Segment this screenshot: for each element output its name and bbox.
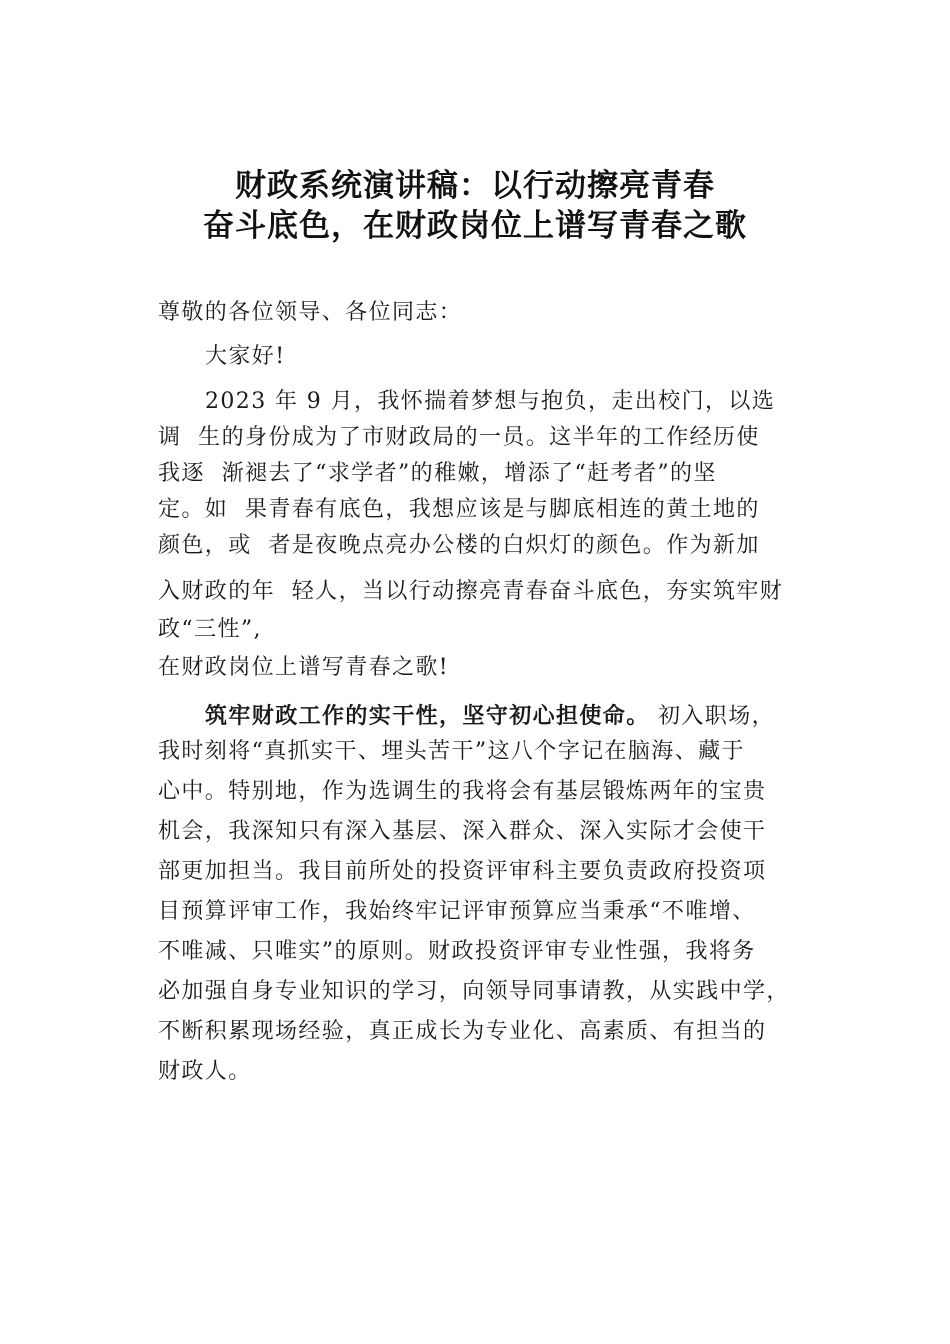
paragraph2-line: 必加强自身专业知识的学习，向领导同事请教，从实践中学， bbox=[158, 979, 790, 1004]
paragraph2-first-line bbox=[205, 698, 775, 735]
paragraph2-line: 目预算评审工作，我始终牢记评审预算应当秉承“不唯增、 bbox=[158, 899, 756, 924]
paragraph1-line: 2023 年 9 月，我怀揣着梦想与抱负，走出校门，以选 bbox=[205, 389, 776, 414]
paragraph2-line: 部更加担当。我目前所处的投资评审科主要负责政府投资项 bbox=[158, 859, 767, 884]
paragraph1-line: 入财政的年 轻人，当以行动擦亮青春奋斗底色，夯实筑牢财 bbox=[158, 579, 784, 604]
paragraph2-line: 不断积累现场经验，真正成长为专业化、高素质、有担当的 bbox=[158, 1019, 767, 1044]
paragraph1-line: 调 生的身份成为了市财政局的一员。这半年的工作经历使 bbox=[158, 425, 760, 450]
paragraph1-line: 在财政岗位上谱写青春之歌! bbox=[158, 655, 450, 680]
paragraph2-line: 机会，我深知只有深入基层、深入群众、深入实际才会使干 bbox=[158, 819, 767, 844]
paragraph1-line: 政“三性”, bbox=[158, 617, 262, 642]
paragraph2-first-line-rest: 初入职场， bbox=[649, 704, 776, 729]
paragraph2-heading: 筑牢财政工作的实干性，坚守初心担使命。 bbox=[205, 703, 650, 729]
paragraph2-line: 心中。特别地，作为选调生的我将会有基层锻炼两年的宝贵 bbox=[158, 779, 767, 804]
paragraph2-line: 不唯减、只唯实”的原则。财政投资评审专业性强，我将务 bbox=[158, 939, 756, 964]
paragraph2-line: 财政人。 bbox=[158, 1059, 252, 1084]
paragraph1-line: 定。如 果青春有底色，我想应该是与脚底相连的黄土地的 bbox=[158, 497, 760, 522]
document-title-line-2: 奋斗底色，在财政岗位上谱写青春之歌 bbox=[203, 208, 747, 244]
paragraph1-line: 我逐 渐褪去了“求学者”的稚嫩，增添了“赶考者”的坚 bbox=[158, 461, 717, 486]
salutation: 尊敬的各位领导、各位同志： bbox=[158, 300, 463, 325]
document-title-line-1: 财政系统演讲稿：以行动擦亮青春 bbox=[235, 168, 715, 204]
paragraph1-line: 颜色，或 者是夜晚点亮办公楼的白炽灯的颜色。作为新加 bbox=[158, 533, 760, 558]
paragraph2-line: 我时刻将“真抓实干、埋头苦干”这八个字记在脑海、藏于 bbox=[158, 739, 745, 764]
greeting: 大家好! bbox=[205, 344, 286, 369]
